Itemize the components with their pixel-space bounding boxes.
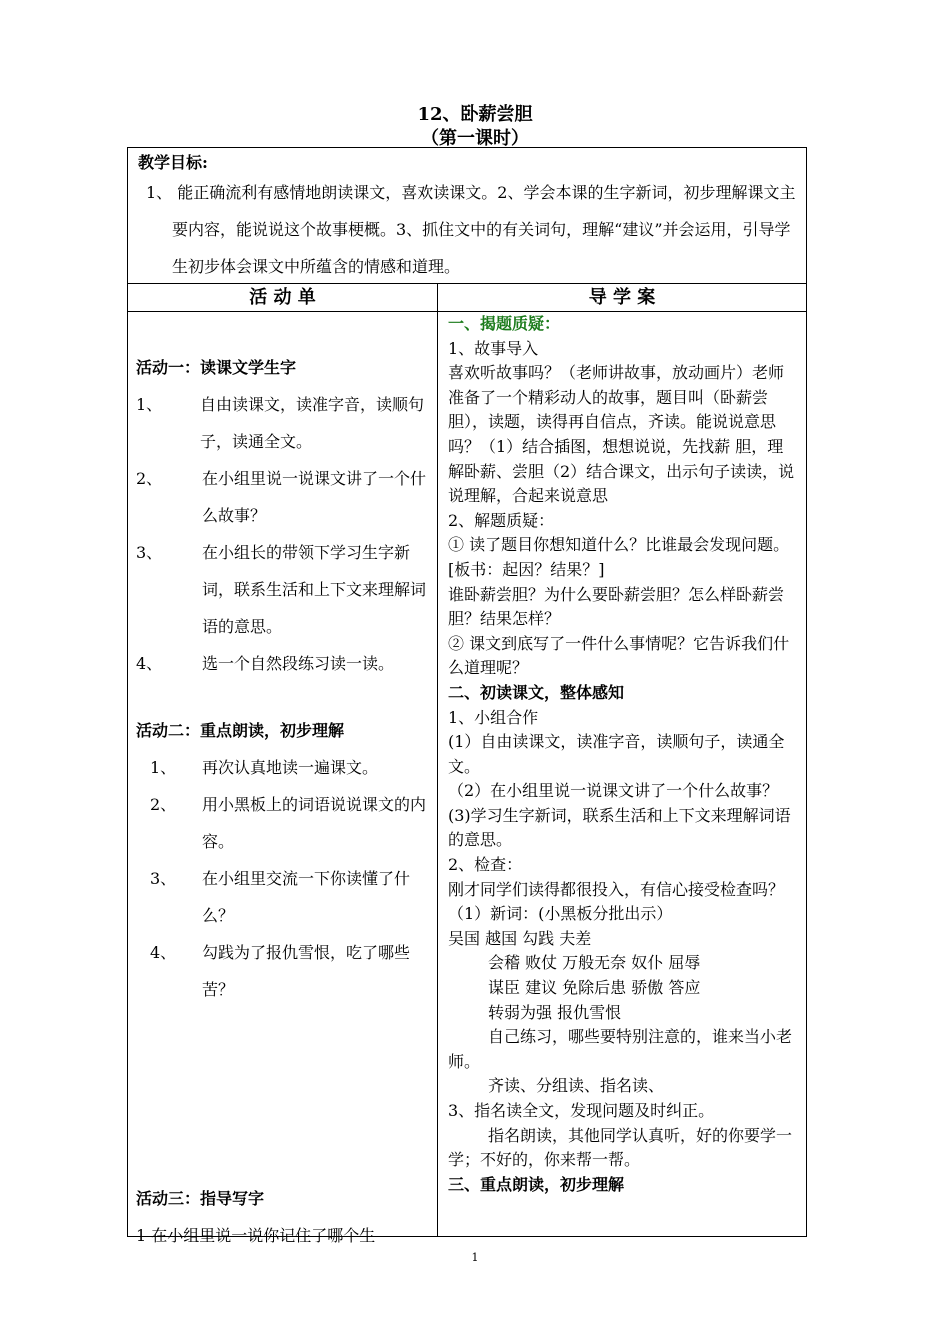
guide-line: 1、故事导入	[448, 338, 539, 358]
guide-line: 齐读、分组读、指名读、	[488, 1076, 665, 1096]
item-text: 勾践为了报仇雪恨，吃了哪些苦？	[202, 943, 411, 999]
guide-line: 3、指名读全文，发现问题及时纠正。	[448, 1101, 715, 1120]
item-number: 2、	[136, 469, 163, 488]
activity-1-heading: 活动一：读课文学生字	[136, 358, 297, 377]
activity-1-list	[136, 386, 429, 682]
header-study-guide: 导 学 案	[438, 284, 806, 312]
list-item	[136, 786, 429, 860]
item-number: 4、	[150, 943, 177, 962]
item-text: 在小组里说一说课文讲了一个什么故事？	[202, 469, 427, 525]
guide-line: 2、检查：	[448, 855, 523, 875]
objectives-text: 1、 能正确流利有感情地朗读课文，喜欢读课文。2、学会本课的生字新词，初步理解课文主要内容，能说说这个故事梗概。3、抓住文中的有关词句，理解“建议”并会运用，引导学生初步体会课文中所蕴含的情感和道理。	[146, 183, 796, 276]
guide-line: 喜欢听故事吗？（老师讲故事，放动画片）老师准备了一个精彩动人的故事，题目叫（卧薪尝胆），读题，读得再自信点，齐读。能说说意思吗？（1）结合插图，想想说说，先找薪 胆，理解卧薪、尝胆（2）结合课文，出示句子读读，说说理解，合起来说意思	[448, 363, 795, 506]
item-number: 1、	[150, 758, 177, 777]
guide-line: （2）在小组里说一说课文讲了一个什么故事？	[448, 781, 779, 801]
item-number: 4、	[136, 654, 163, 673]
activity-2-heading: 活动二：重点朗读，初步理解	[136, 721, 345, 740]
guide-line: 谁卧薪尝胆？为什么要卧薪尝胆？怎么样卧薪尝胆？结果怎样？	[448, 584, 785, 629]
item-number: 2、	[150, 795, 177, 814]
guide-line: ① 读了题目你想知道什么？比谁最会发现问题。[板书：起因？结果？]	[448, 535, 790, 579]
list-item	[136, 934, 429, 1008]
item-text: 再次认真地读一遍课文。	[202, 758, 379, 777]
list-item	[136, 460, 429, 534]
item-text: 用小黑板上的词语说说课文的内容。	[202, 795, 427, 851]
word-row: 转弱为强 报仇雪恨	[488, 1002, 622, 1022]
page-number: 1	[471, 1251, 479, 1264]
list-item	[136, 645, 429, 682]
guide-line: (1）自由读课文，读准字音，读顺句子，读通全文。	[448, 732, 785, 776]
item-number: 3、	[136, 543, 163, 562]
item-text: 在小组里交流一下你读懂了什么？	[202, 869, 411, 925]
list-item	[136, 749, 429, 786]
list-item	[136, 386, 429, 460]
section-3-heading: 三、重点朗读，初步理解	[448, 1174, 625, 1194]
activity-column	[128, 312, 438, 1245]
guide-line: ② 课文到底写了一件什么事情呢？它告诉我们什么道理呢？	[448, 633, 790, 678]
section-1-heading: 一、揭题质疑：	[448, 314, 561, 333]
guide-column	[438, 312, 806, 1236]
guide-line: 指名朗读，其他同学认真听，好的你要学一学；不好的，你来帮一帮。	[448, 1125, 793, 1170]
guide-line: 2、解题质疑：	[448, 510, 555, 530]
word-row: 会稽 败仗 万般无奈 奴仆 屈辱	[488, 953, 701, 973]
objectives-cell	[128, 148, 806, 284]
item-text: 在小组长的带领下学习生字新词，联系生活和上下文来理解词语的意思。	[202, 543, 427, 636]
activity-2-list	[136, 749, 429, 1008]
word-row: 吴国 越国 勾践 夫差	[448, 928, 592, 948]
guide-line: 1、小组合作	[448, 707, 539, 727]
lesson-table	[127, 147, 807, 1245]
guide-line: 刚才同学们读得都很投入，有信心接受检查吗？（1）新词：(小黑板分批出示）	[448, 879, 785, 924]
lesson-title: 12、卧薪尝胆	[417, 104, 533, 125]
word-row: 谋臣 建议 免除后患 骄傲 答应	[488, 978, 701, 998]
list-item	[136, 534, 429, 645]
section-2-heading: 二、初读课文，整体感知	[448, 682, 625, 702]
item-number: 3、	[150, 869, 177, 888]
item-text: 自由读课文，读准字音，读顺句子，读通全文。	[200, 395, 425, 451]
activity-3-line: 1 在小组里说一说你记住了哪个生	[136, 1226, 376, 1245]
header-activity-sheet: 活 动 单	[128, 284, 438, 312]
guide-line: 自己练习，哪些要特别注意的，谁来当小老师。	[448, 1027, 793, 1071]
item-number: 1、	[136, 395, 163, 414]
guide-line: (3)学习生字新词，联系生活和上下文来理解词语的意思。	[448, 805, 791, 850]
list-item	[136, 860, 429, 934]
activity-3-heading: 活动三：指导写字	[136, 1189, 265, 1208]
lesson-subtitle: （第一课时）	[421, 128, 529, 149]
item-text: 选一个自然段练习读一读。	[202, 654, 395, 673]
objectives-heading: 教学目标:	[138, 153, 208, 172]
